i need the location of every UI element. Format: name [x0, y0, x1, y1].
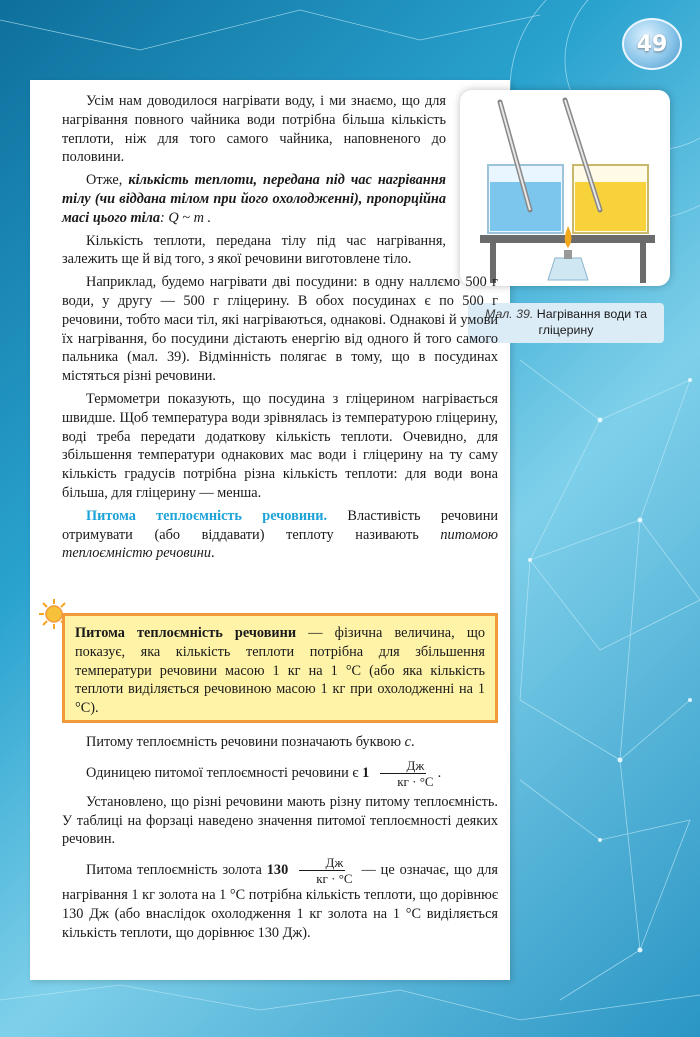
unit-value: 1: [362, 764, 370, 781]
paragraph-2: [62, 171, 446, 227]
paragraph-9: Установлено, що різні речовини мають різну питому теплоємність. У таблиці на форзаці наведено значення питомої теплоємності деяких речовин.: [62, 793, 498, 848]
paragraph-5: Термометри показують, що посудина з гліцерином нагрівається швидше. Щоб температура води зрівнялась із температурою гліцерину, воді треба передати додаткову кількість теплоти. Очевидно, для збільшення температури однакових мас води і гліцерину на ту саму кількість градусів потрібна різна кількість теплоти: для води вона більша, для гліцерину — менша.: [62, 390, 498, 501]
glycerin-liquid: [575, 182, 646, 231]
unit-denominator: кг · °С: [397, 773, 434, 789]
paragraph-10-rest: — це означає, що для нагрівання 1 кг золота на 1 °С потрібна кількість теплоти, що дорівнює 130 Дж (або внаслідок охолодження 1 кг золота на 1 °С виділяється кількість теплоти, що дорівнює 130 Дж).: [62, 861, 499, 941]
figure-caption-text: Нагрівання води та гліцерину: [533, 307, 647, 337]
paragraph-8-end: .: [437, 764, 442, 781]
paragraph-10-text: Питома теплоємність золота: [86, 861, 267, 878]
gold-unit-numerator: Дж: [299, 855, 345, 871]
paragraph-2-formula: : Q ~ m .: [160, 209, 212, 226]
paragraph-3: Кількість теплоти, передана тілу під час нагрівання, залежить ще й від того, з якої речовини виготовлене тіло.: [62, 232, 446, 268]
paragraph-2-lead: Отже,: [86, 172, 129, 189]
paragraph-4: Наприклад, будемо нагрівати дві посудини: в одну наллємо 500 г води, у другу — 500 г гліцерину. В обох посудинах є по 500 г речовини, тобто маси тіл, які нагріваються, однакові. Однакові й умови їх нагрівання, бо посудини дістають енергію від одного й того самого пальника (мал. 39). Відмінність полягає в тому, що в посудинах містяться різні речовини.: [62, 274, 498, 385]
unit-numerator: Дж: [380, 758, 426, 774]
paragraph-10: [62, 855, 498, 942]
definition-term: Питома теплоємність речовини: [75, 625, 297, 641]
gold-unit-denominator: кг · °С: [316, 871, 353, 887]
specific-heat-symbol: c: [404, 734, 411, 750]
paragraph-6-italic: питомою теплоємністю речовини: [62, 526, 498, 562]
definition-box: [62, 613, 498, 723]
unit-fraction: [371, 758, 435, 789]
paragraph-7-end: .: [410, 734, 415, 750]
paragraph-7: [62, 733, 498, 752]
after-text-block: [62, 733, 498, 947]
stand-leg-right: [640, 243, 646, 283]
gold-unit-fraction: [290, 855, 354, 886]
paragraph-6-text: Властивість речовини отримувати (або віддавати) теплоту називають: [62, 507, 498, 543]
burner: [548, 258, 588, 280]
definition-text: — фізична величина, що показує, яка кількість теплоти потрібна для збільшення температури речовини масою 1 кг на 1 °С (або яка кількість теплоти виділяється речовиною масою 1 кг при охолодженні на 1 °С).: [75, 625, 485, 717]
section-heading: Питома теплоємність речовини.: [86, 507, 328, 524]
main-text-block: [62, 92, 498, 567]
flame: [565, 226, 572, 248]
paragraph-1: Усім нам доводилося нагрівати воду, і ми знаємо, що для нагрівання повного чайника води потрібна більша кількість теплоти, ніж для того самого чайника, наповненого до половини.: [62, 93, 446, 166]
paragraph-6: [62, 507, 498, 563]
paragraph-8: [62, 758, 498, 789]
paragraph-7-text: Питому теплоємність речовини позначають буквою: [86, 734, 405, 750]
figure-number: Мал. 39.: [484, 307, 534, 321]
gold-value: 130: [266, 861, 289, 878]
page-number-badge: 49: [622, 18, 682, 70]
paragraph-8-text: Одиницею питомої теплоємності речовини є: [86, 764, 363, 781]
paragraph-6-end: .: [211, 545, 215, 562]
paragraph-2-bold: кількість теплоти, передана під час нагрівання тілу (чи віддана тілом при його охолодженні), пропорційна масі цього тіла: [62, 172, 447, 226]
